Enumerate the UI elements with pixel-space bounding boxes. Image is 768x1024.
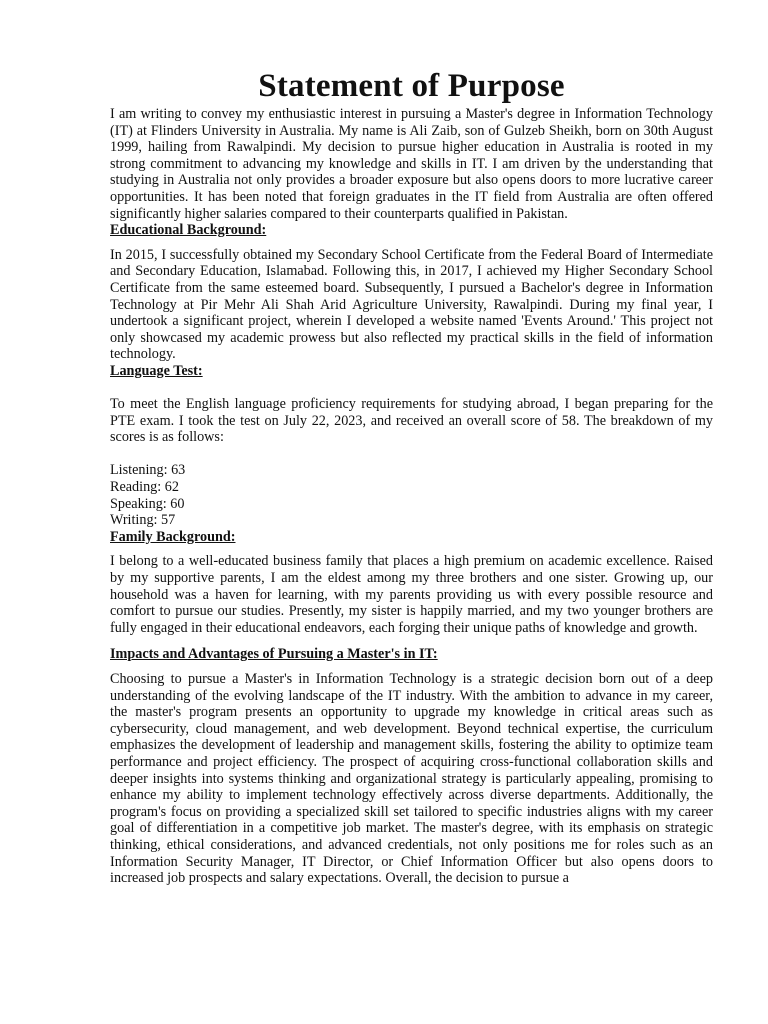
score-reading: Reading: 62 (110, 479, 179, 496)
education-paragraph: In 2015, I successfully obtained my Secondary School Certificate from the Federal Board of Intermediate and Secondary Education, Islamabad. Following this, in 2017, I achieved my Higher Secondary School Certificate from the same esteemed board. Subsequently, I pursued a Bachelor's degree in Information Technology at Pir Mehr Ali Shah Arid Agriculture University, Rawalpindi. During my final year, I undertook a significant project, wherein I developed a website named 'Events Around.' This project not only showcased my academic prowess but also reflected my practical skills in the field of information technology. (110, 246, 713, 363)
impacts-paragraph: Choosing to pursue a Master's in Information Technology is a strategic decision born out of a deep understanding of the evolving landscape of the IT industry. With the ambition to advance in my career, the master's program presents an opportunity to upgrade my knowledge in critical areas such as cybersecurity, cloud management, and web development. Beyond technical expertise, the curriculum emphasizes the development of leadership and management skills, fostering the ability to optimize team performance and project efficiency. The prospect of acquiring cross-functional collaboration skills and deeper insights into systems thinking and organizational strategy is particularly appealing, promising to enhance my ability to implement technology effectively across diverse departments. Additionally, the program's focus on providing a specialized skill set tailored to specific industries aligns with my career goal of differentiation in a competitive job market. The master's degree, with its emphasis on strategic thinking, ethical considerations, and advanced credentials, not only positions me for roles such as an Information Security Manager, IT Director, or Chief Information Officer but also opens doors to increased job prospects and salary expectations. Overall, the decision to pursue a (110, 671, 713, 887)
spacer (110, 380, 713, 397)
document-page (110, 66, 713, 887)
family-heading: Family Background: (110, 528, 236, 545)
page-title: Statement of Purpose (258, 68, 565, 104)
language-heading: Language Test: (110, 362, 203, 379)
intro-paragraph: I am writing to convey my enthusiastic interest in pursuing a Master's degree in Information Technology (IT) at Flinders University in Australia. My name is Ali Zaib, son of Gulzeb Sheikh, born on 30th August 1999, hailing from Rawalpindi. My decision to pursue higher education in Australia is rooted in my strong commitment to advancing my knowledge and skills in IT. I am driven by the understanding that studying in Australia not only provides a broader exposure but also opens doors to more lucrative career opportunities. It has been noted that foreign graduates in the IT field from Australia are often offered significantly higher salaries compared to their counterparts qualified in Pakistan. (110, 106, 713, 222)
family-paragraph: I belong to a well-educated business family that places a high premium on academic excellence. Raised by my supportive parents, I am the eldest among my three brothers and one sister. Growing up, our household was a haven for learning, with my parents providing us with every possible resource and comfort to pursue our studies. Presently, my sister is happily married, and my two younger brothers are fully engaged in their educational endeavors, each forging their unique paths of knowledge and growth. (110, 553, 713, 636)
education-heading: Educational Background: (110, 222, 267, 239)
spacer (110, 446, 713, 463)
impacts-heading: Impacts and Advantages of Pursuing a Master's in IT: (110, 646, 438, 663)
score-listening: Listening: 63 (110, 462, 186, 479)
score-speaking: Speaking: 60 (110, 495, 185, 512)
language-paragraph: To meet the English language proficiency requirements for studying abroad, I began preparing for the PTE exam. I took the test on July 22, 2023, and received an overall score of 58. The breakdown of my scores is as follows: (110, 396, 713, 446)
score-writing: Writing: 57 (110, 512, 176, 529)
